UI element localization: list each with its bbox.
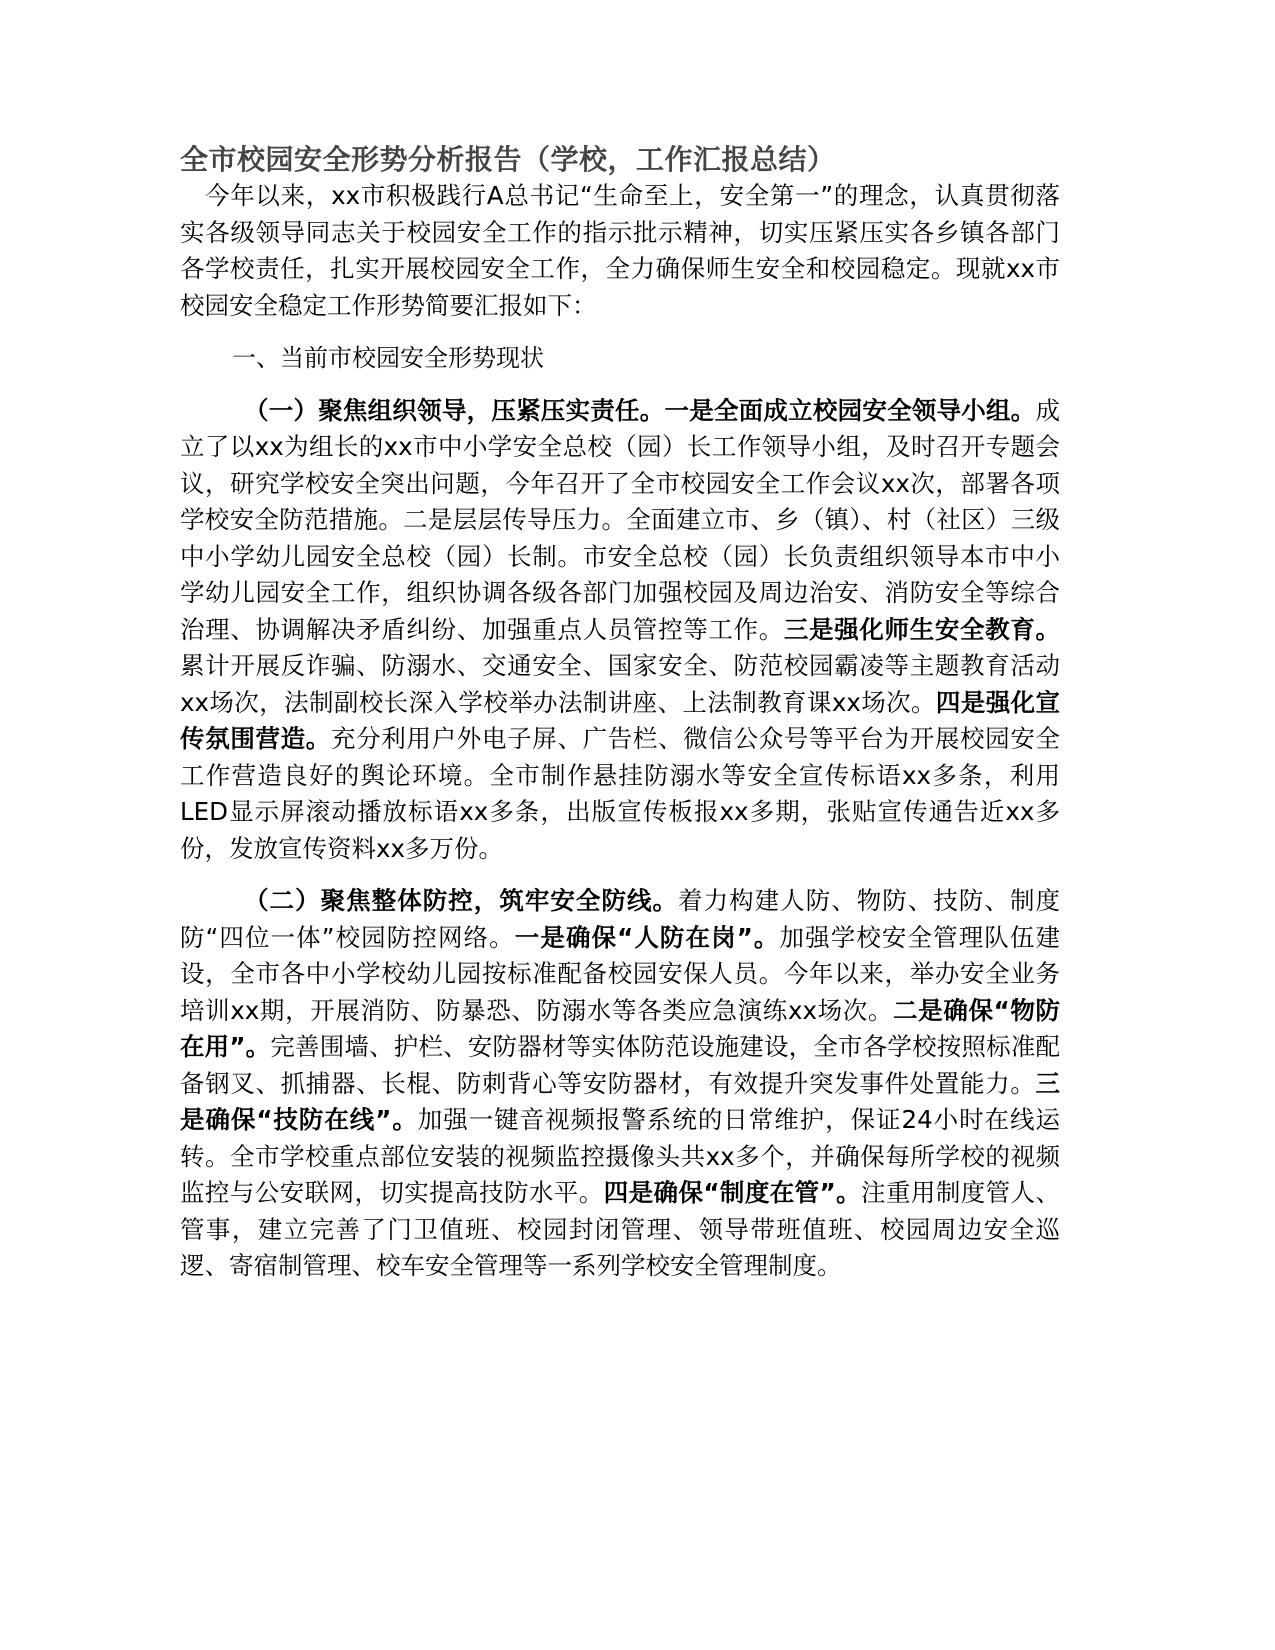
bold-phrase: 二是确保“物防在用”。 xyxy=(180,995,1060,1061)
bold-phrase: 四是强化宣传氛围营造。 xyxy=(180,687,1060,753)
bold-phrase: 四是确保“制度在管”。 xyxy=(603,1178,862,1207)
bold-lead: （一）聚焦组织领导，压紧压实责任。一是全面成立校园安全领导小组。 xyxy=(244,395,1036,425)
body-text: 着力构建人防、物防、技防、制度防“四位一体”校园防控网络。 xyxy=(180,886,1060,952)
intro-paragraph: 今年以来，xx市积极践行A总书记“生命至上，安全第一”的理念，认真贯彻落实各级领导同志关于校园安全工作的指示批示精神，切实压紧压实各乡镇各部门各学校责任，扎实开展校园安全工作，全力确保师生安全和校园稳定。现就xx市校园安全稳定工作形势简要汇报如下： xyxy=(180,181,1060,320)
paragraph-organization-leadership xyxy=(180,393,1060,868)
bold-lead: （二）聚焦整体防控，筑牢安全防线。 xyxy=(244,886,679,915)
document-page xyxy=(180,142,1060,1285)
body-text: 充分利用户外电子屏、广告栏、微信公众号等平台为开展校园安全工作营造良好的舆论环境。全市制作悬挂防溺水等安全宣传标语xx多条，利用LED显示屏滚动播放标语xx多条，出版宣传板报xx多期，张贴宣传通告近xx多份，发放宣传资料xx多万份。 xyxy=(180,724,1061,863)
body-text: 累计开展反诈骗、防溺水、交通安全、国家安全、防范校园霸凌等主题教育活动xx场次，法制副校长深入学校举办法制讲座、上法制教育课xx场次。 xyxy=(180,651,1060,717)
bold-phrase: 三是强化师生安全教育。 xyxy=(783,614,1061,644)
body-text: 加强学校安全管理队伍建设，全市各中小学校幼儿园按标准配备校园安保人员。今年以来，举办安全业务培训xx期，开展消防、防暴恐、防溺水等各类应急演练xx场次。 xyxy=(180,922,1060,1025)
bold-phrase: 三是确保“技防在线”。 xyxy=(180,1068,1060,1134)
bold-phrase: 一是确保“人防在岗”。 xyxy=(514,922,780,952)
document-title: 全市校园安全形势分析报告（学校，工作汇报总结） xyxy=(180,143,836,176)
body-text: 完善围墙、护栏、安防器材等实体防范设施建设，全市各学校按照标准配备钢叉、抓捕器、长棍、防刺背心等安防器材，有效提升突发事件处置能力。 xyxy=(180,1032,1061,1098)
paragraph-overall-prevention xyxy=(180,883,1060,1285)
section-heading: 一、当前市校园安全形势现状 xyxy=(232,344,544,372)
body-text: 注重用制度管人、管事，建立完善了门卫值班、校园封闭管理、领导带班值班、校园周边安全巡逻、寄宿制管理、校车安全管理等一系列学校安全管理制度。 xyxy=(180,1178,1061,1280)
body-text: 加强一键音视频报警系统的日常维护，保证24小时在线运转。全市学校重点部位安装的视频监控摄像头共xx多个，并确保每所学校的视频监控与公安联网，切实提高技防水平。 xyxy=(180,1105,1060,1207)
body-text: 成立了以xx为组长的xx市中小学安全总校（园）长工作领导小组，及时召开专题会议，研究学校安全突出问题，今年召开了全市校园安全工作会议xx次，部署各项学校安全防范措施。二是层层传导压力。全面建立市、乡（镇）、村（社区）三级中小学幼儿园安全总校（园）长制。市安全总校（园）长负责组织领导本市中小学幼儿园安全工作，组织协调各级各部门加强校园及周边治安、消防安全等综合治理、协调解决矛盾纠纷、加强重点人员管控等工作。 xyxy=(180,395,1060,644)
